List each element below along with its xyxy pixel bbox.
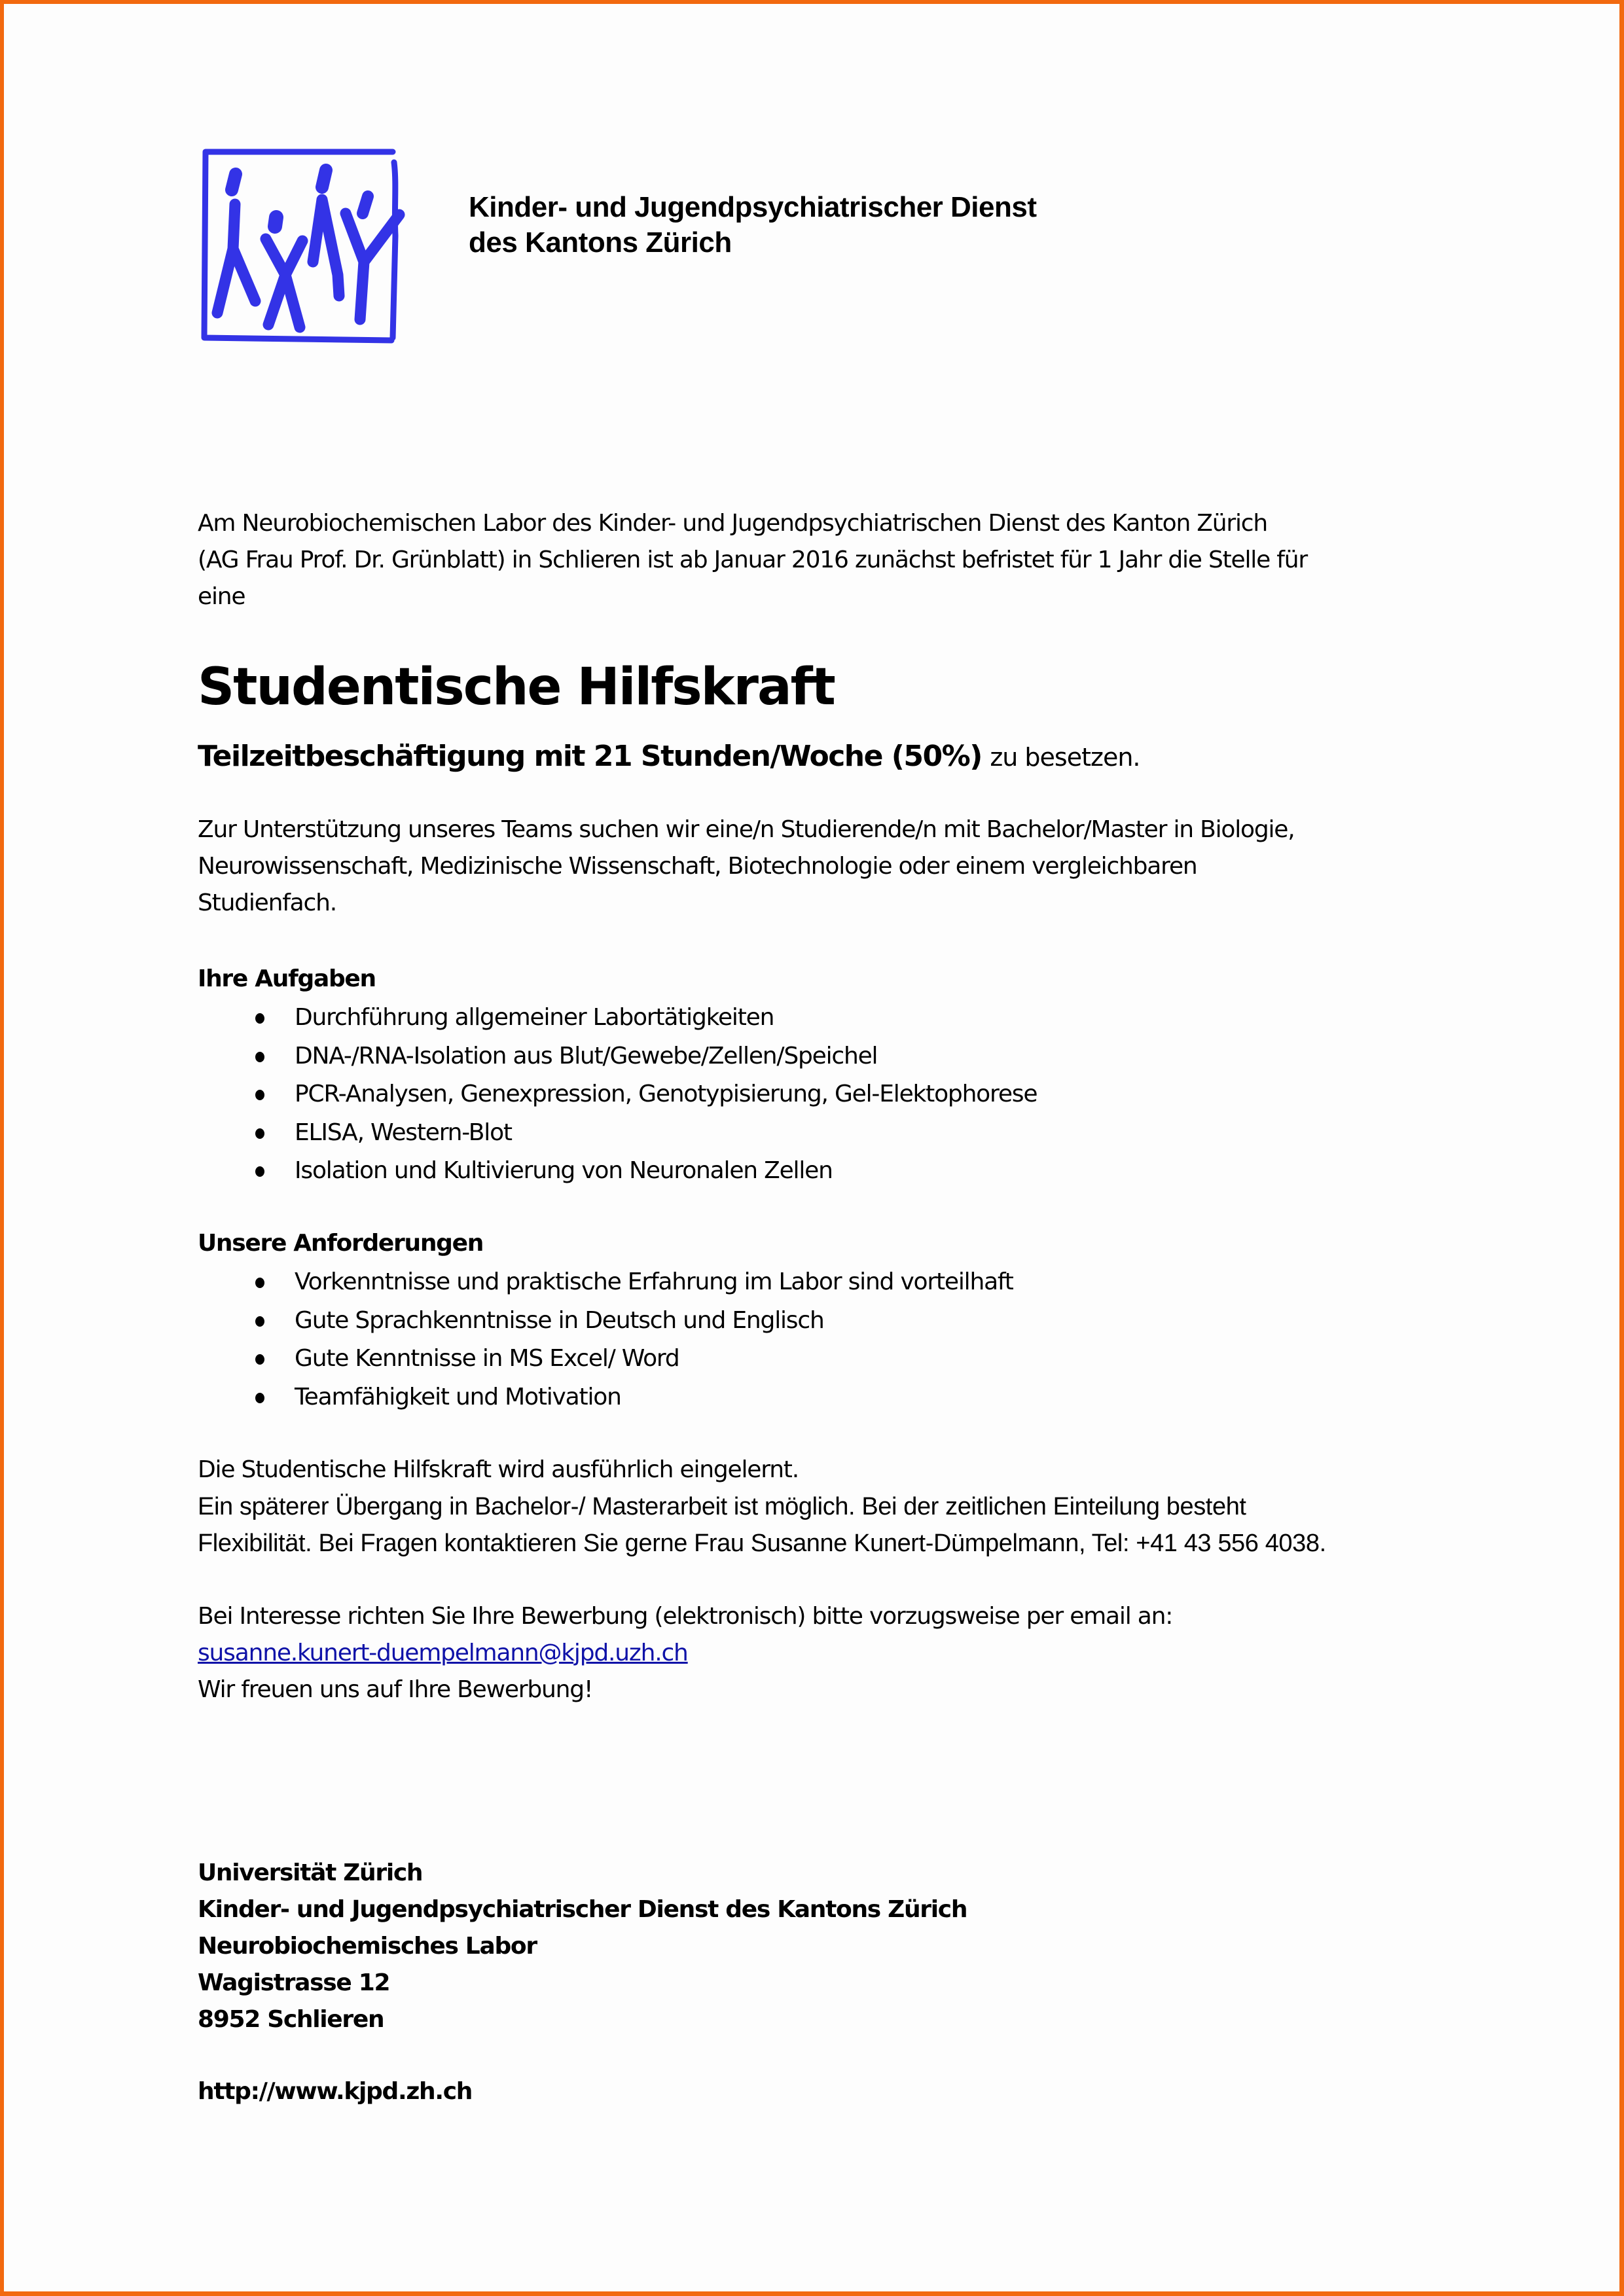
logo-figure-4: [363, 196, 368, 213]
list-item: [198, 1114, 1037, 1153]
bullet-icon: [255, 1354, 264, 1365]
list-item-text: Durchführung allgemeiner Labortätigkeiten: [295, 1004, 774, 1031]
closing-line: Die Studentische Hilfskraft wird ausführlich eingelernt.: [198, 1456, 799, 1483]
bullet-icon: [255, 1013, 264, 1024]
list-item-text: PCR-Analysen, Genexpression, Genotypisierung, Gel-Elektophorese: [295, 1081, 1038, 1107]
list-item: [198, 1302, 1013, 1340]
bullet-icon: [255, 1316, 264, 1327]
org-name-line2: des Kantons Zürich: [469, 226, 732, 259]
address-line: Universität Zürich: [198, 1859, 423, 1886]
job-subtitle-rest: zu besetzen.: [990, 743, 1140, 772]
website-url[interactable]: http://www.kjpd.zh.ch: [198, 2078, 473, 2105]
list-item-text: Teamfähigkeit und Motivation: [295, 1383, 621, 1410]
description-line: Zur Unterstützung unseres Teams suchen wir eine/n Studierende/n mit Bachelor/Master in Biologie,: [198, 816, 1295, 843]
list-item-text: Gute Sprachkenntnisse in Deutsch und Englisch: [295, 1306, 824, 1334]
bullet-icon: [255, 1090, 264, 1100]
org-name-line1: Kinder- und Jugendpsychiatrischer Dienst: [469, 191, 1037, 223]
description-paragraph: [198, 812, 1481, 922]
job-title: Studentische Hilfskraft: [198, 658, 835, 717]
address-line: Wagistrasse 12: [198, 1969, 390, 1996]
list-item: [198, 1075, 1037, 1114]
list-item-text: DNA-/RNA-Isolation aus Blut/Gewebe/Zellen/Speichel: [295, 1042, 878, 1069]
kjpd-logo-icon: [198, 144, 407, 347]
logo-figure-2: [275, 217, 276, 226]
requirements-list: [198, 1263, 1013, 1416]
tasks-list: [198, 999, 1037, 1191]
list-item: [198, 1037, 1037, 1076]
job-subtitle: [198, 737, 1140, 777]
list-item: [198, 999, 1037, 1037]
logo-figure-3: [322, 170, 326, 187]
contact-paragraph: [198, 1598, 1494, 1708]
bullet-icon: [255, 1166, 264, 1177]
bullet-icon: [255, 1052, 264, 1062]
bullet-icon: [255, 1393, 264, 1403]
list-item-text: ELISA, Western-Blot: [295, 1119, 512, 1146]
logo-figure-1: [232, 174, 236, 190]
postal-address: [198, 1855, 967, 2038]
email-link[interactable]: susanne.kunert-duempelmann@kjpd.uzh.ch: [198, 1640, 688, 1666]
address-line: 8952 Schlieren: [198, 2006, 384, 2033]
description-line: Studienfach.: [198, 889, 336, 916]
list-item-text: Vorkenntnisse und praktische Erfahrung im Labor sind vorteilhaft: [295, 1268, 1013, 1295]
sign-off: Wir freuen uns auf Ihre Bewerbung!: [198, 1676, 593, 1703]
closing-line: Ein späterer Übergang in Bachelor-/ Masterarbeit ist möglich. Bei der zeitlichen Einteilung besteht: [198, 1493, 1246, 1520]
intro-paragraph: [198, 505, 1494, 615]
bullet-icon: [255, 1278, 264, 1288]
contact-phone-line: Flexibilität. Bei Fragen kontaktieren Sie gerne Frau Susanne Kunert-Dümpelmann, Tel: +41 43 556 4038.: [198, 1530, 1326, 1557]
tasks-heading: Ihre Aufgaben: [198, 965, 376, 992]
address-line: Kinder- und Jugendpsychiatrischer Dienst des Kantons Zürich: [198, 1896, 967, 1923]
list-item: [198, 1340, 1013, 1378]
intro-line: (AG Frau Prof. Dr. Grünblatt) in Schlieren ist ab Januar 2016 zunächst befristet für 1 Jahr die Stelle für: [198, 547, 1307, 573]
intro-line: Am Neurobiochemischen Labor des Kinder- und Jugendpsychiatrischen Dienst des Kanton Zürich: [198, 510, 1267, 537]
description-line: Neurowissenschaft, Medizinische Wissenschaft, Biotechnologie oder einem vergleichbaren: [198, 853, 1197, 880]
list-item: [198, 1152, 1037, 1191]
requirements-heading: Unsere Anforderungen: [198, 1230, 484, 1257]
bullet-icon: [255, 1128, 264, 1139]
list-item-text: Isolation und Kultivierung von Neuronalen Zellen: [295, 1157, 833, 1184]
list-item-text: Gute Kenntnisse in MS Excel/ Word: [295, 1345, 679, 1372]
application-instruction: Bei Interesse richten Sie Ihre Bewerbung (elektronisch) bitte vorzugsweise per email an:: [198, 1603, 1173, 1630]
job-hours: Teilzeitbeschäftigung mit 21 Stunden/Woche (50%): [198, 740, 982, 773]
org-header: [469, 190, 1037, 260]
list-item: [198, 1378, 1013, 1417]
list-item: [198, 1263, 1013, 1302]
intro-line: eine: [198, 583, 245, 610]
closing-paragraph: [198, 1452, 1494, 1562]
address-line: Neurobiochemisches Labor: [198, 1933, 537, 1960]
